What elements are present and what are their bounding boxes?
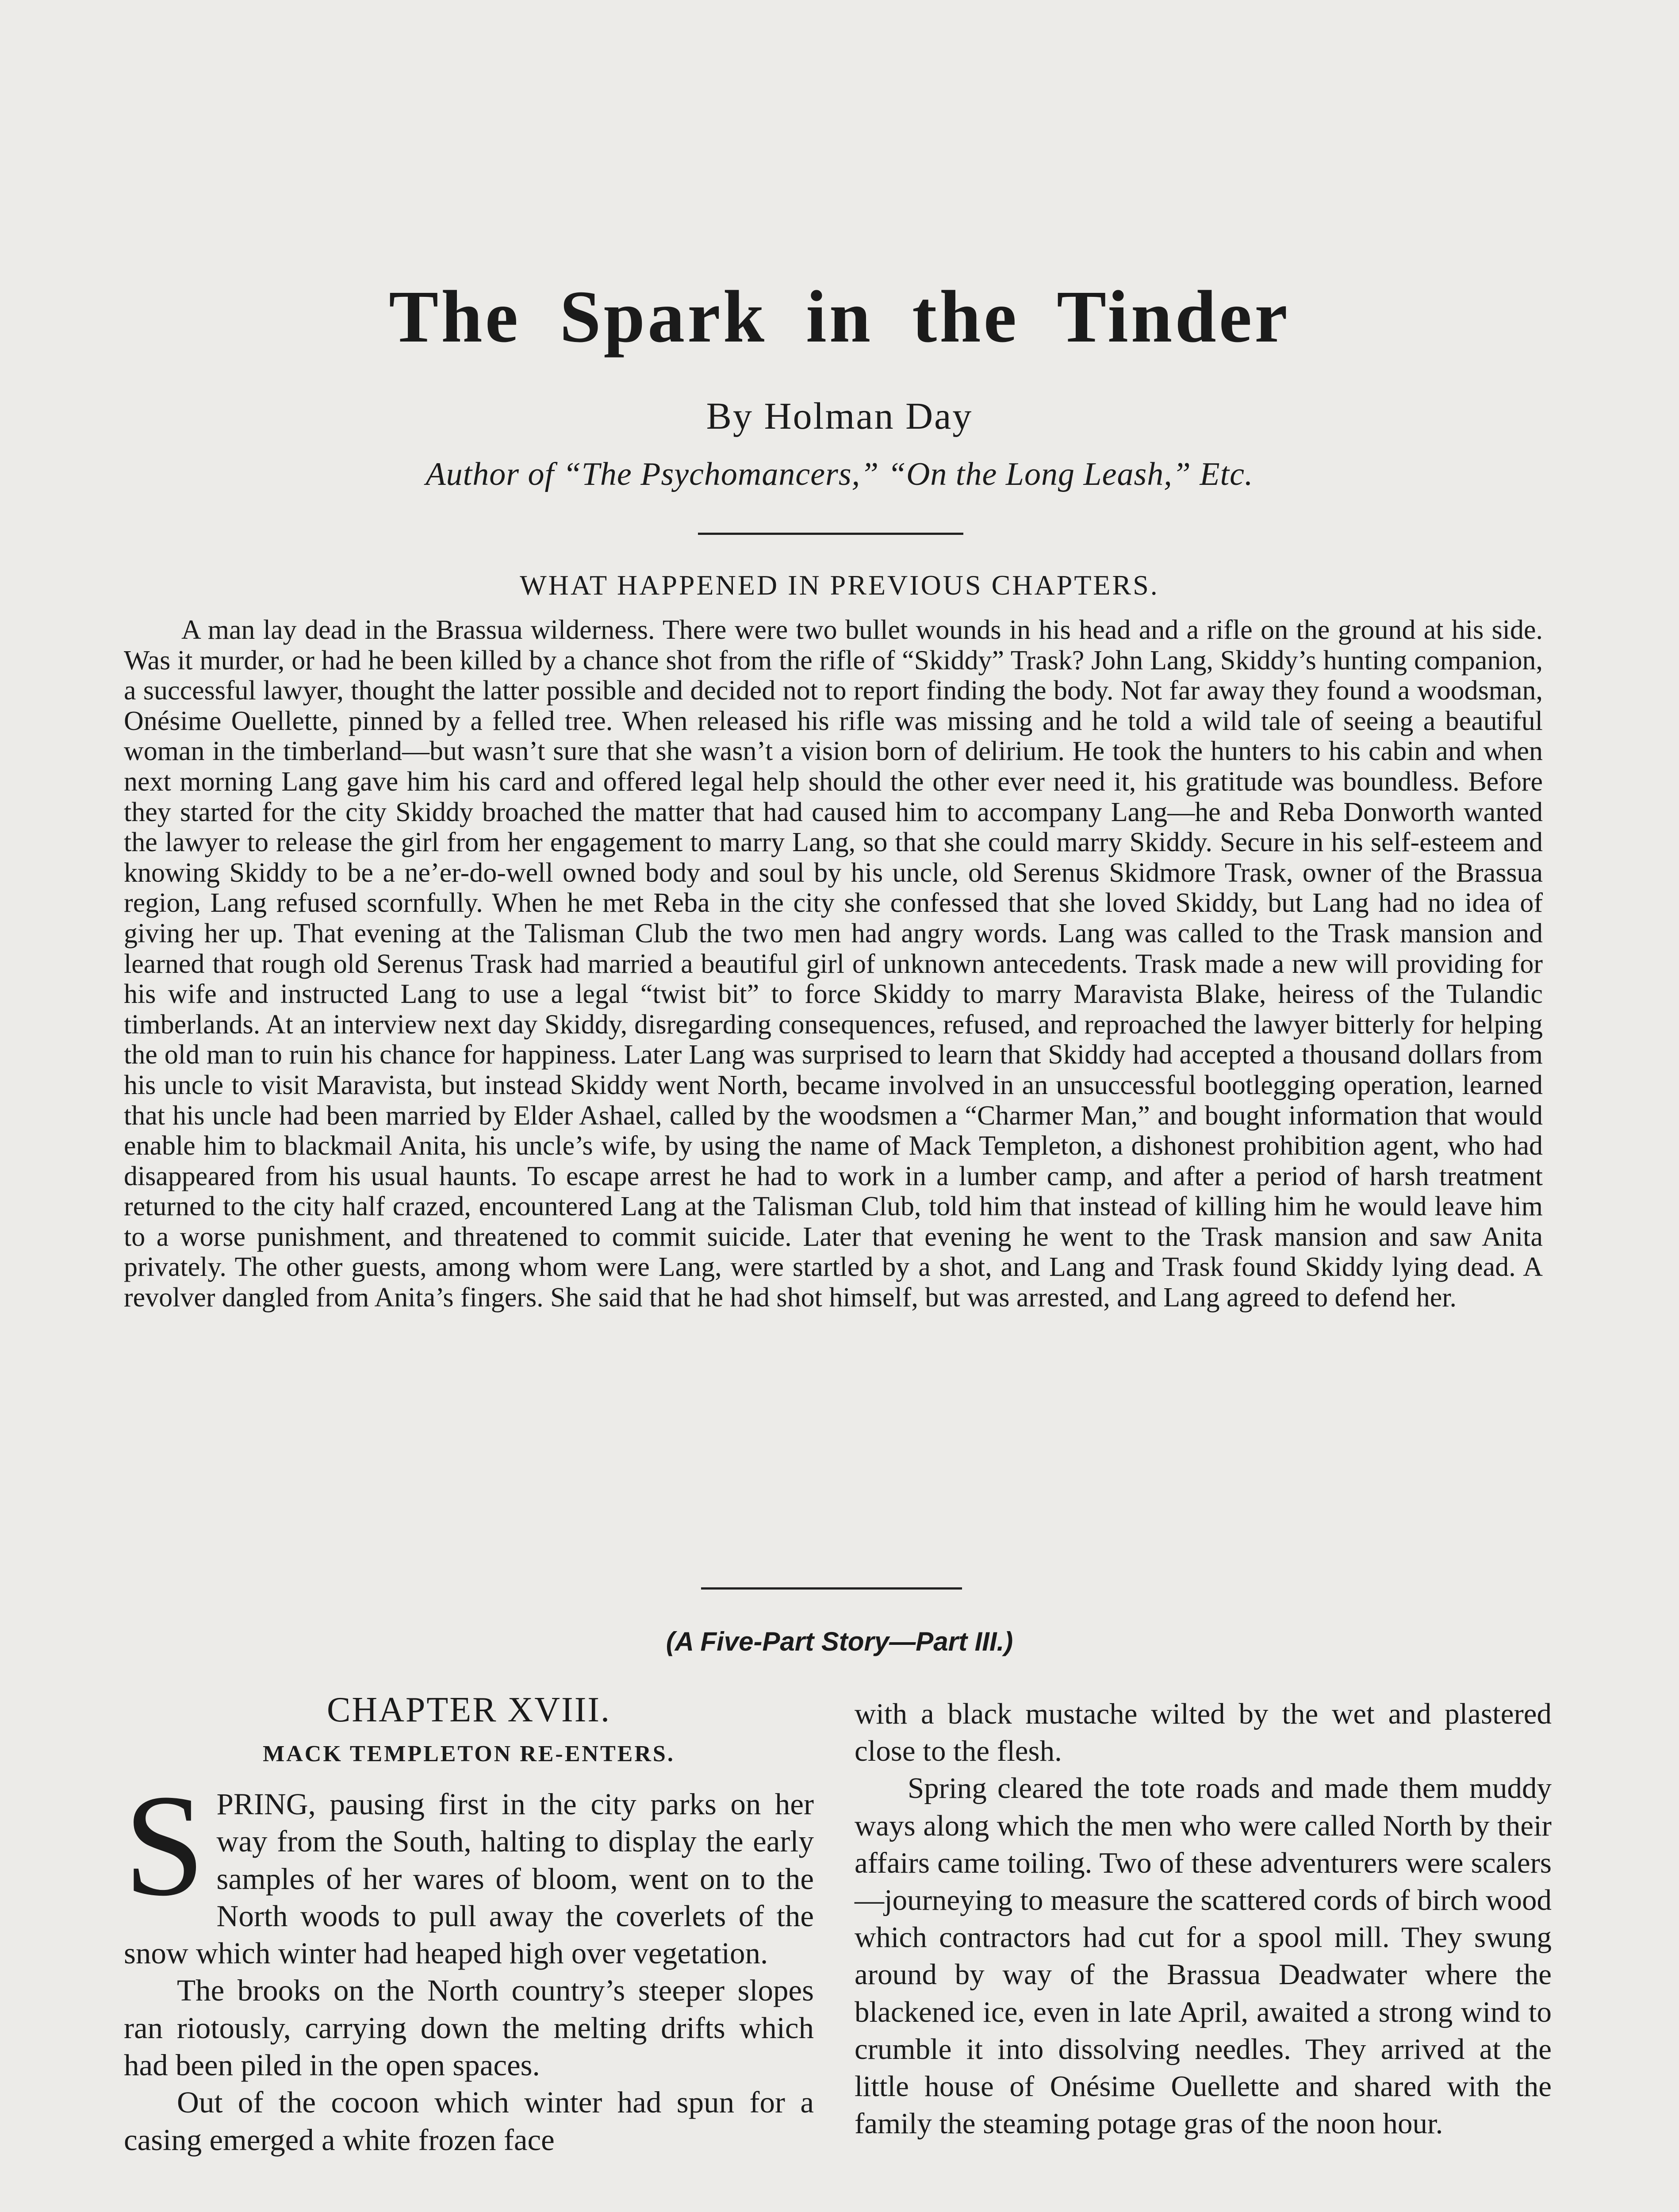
summary-divider xyxy=(701,1587,962,1590)
opening-paragraph-text: PRING, pausing first in the city parks on her way from the South, halting to display the early samples of her wares of bloom, went on to the North woods to pull away the coverlets of the snow which winter had heaped high over vegetation. xyxy=(124,1787,814,1970)
left-column xyxy=(124,1690,814,2158)
paragraph-cocoon-continued: with a black mustache wilted by the wet and plastered close to the flesh. xyxy=(855,1697,1552,1768)
title-divider xyxy=(698,533,963,535)
part-label: (A Five-Part Story—Part III.) xyxy=(666,1627,1013,1656)
paragraph-spring-roads: Spring cleared the tote roads and made them muddy ways along which the men who were called North by their affairs came toiling. Two of these adventurers were scalers—journeying to measure the scattered cords of birch wood which contractors had cut for a spool mill. They swung around by way of the Brassua Deadwater where the blackened ice, even in late April, awaited a strong wind to crumble it into dissolving needles. They arrived at the little house of Onésime Ouellette and shared with the family the steaming potage gras of the noon hour. xyxy=(855,1772,1552,2140)
summary-text: A man lay dead in the Brassua wilderness. There were two bullet wounds in his head and a rifle on the ground at his side. Was it murder, or had he been killed by a chance shot from the rifle of “Skiddy” Trask? John Lang, Skiddy’s hunting companion, a successful lawyer, thought the latter possible and decided not to report finding the body. Not far away they found a woodsman, Onésime Ouellette, pinned by a felled tree. When released his rifle was missing and he told a wild tale of seeing a beautiful woman in the timberland—but wasn’t sure that she wasn’t a vision born of delirium. He took the hunters to his cabin and when next morning Lang gave him his card and offered legal help should the other ever need it, his gratitude was boundless. Before they started for the city Skiddy broached the matter that had caused him to accompany Lang—he and Reba Donworth wanted the lawyer to release the girl from her engagement to marry Lang, so that she could marry Skiddy. Secure in his self-esteem and knowing Skiddy to be a ne’er-do-well owned body and soul by his uncle, old Serenus Skidmore Trask, owner of the Brassua region, Lang refused scornfully. When he met Reba in the city she confessed that she loved Skiddy, but Lang had no idea of giving her up. That evening at the Talisman Club the two men had angry words. Lang was called to the Trask mansion and learned that rough old Serenus Trask had married a beautiful girl of unknown antecedents. Trask made a new will providing for his wife and instructed Lang to use a legal “twist bit” to force Skiddy to marry Maravista Blake, heiress of the Tulandic timberlands. At an interview next day Skiddy, disregarding consequences, refused, and reproached the lawyer bitterly for helping the old man to ruin his chance for happiness. Later Lang was surprised to learn that Skiddy had accepted a thousand dollars from his uncle to visit Maravista, but instead Skiddy went North, became involved in an unsuccessful bootlegging operation, learned that his uncle had been married by Elder Ashael, called by the woodsmen a “Charmer Man,” and bought information that would enable him to blackmail Anita, his uncle’s wife, by using the name of Mack Templeton, a dishonest prohibition agent, who had disappeared from his usual haunts. To escape arrest he had to work in a lumber camp, and after a period of harsh treatment returned to the city half crazed, encountered Lang at the Talisman Club, told him that instead of killing him he would leave him to a worse punishment, and threatened to commit suicide. Later that evening he went to the Trask mansion and saw Anita privately. The other guests, among whom were Lang, were startled by a shot, and Lang and Trask found Skiddy lying dead. A revolver dangled from Anita’s fingers. She said that he had shot himself, but was arrested, and Lang agreed to defend her. xyxy=(124,615,1543,1313)
chapter-title: MACK TEMPLETON RE-ENTERS. xyxy=(263,1741,675,1767)
opening-paragraph xyxy=(124,1765,814,1972)
right-column xyxy=(855,1695,1552,2142)
drop-cap: S xyxy=(124,1765,205,1926)
chapter-number: CHAPTER XVIII. xyxy=(327,1690,611,1729)
byline: By Holman Day xyxy=(706,395,973,437)
paragraph-brooks: The brooks on the North country’s steeper slopes ran riotously, carrying down the melting drifts which had been piled in the open spaces. xyxy=(124,1974,814,2082)
story-title: The Spark in the Tinder xyxy=(389,276,1290,358)
summary-heading: WHAT HAPPENED IN PREVIOUS CHAPTERS. xyxy=(520,569,1159,601)
paragraph-cocoon: Out of the cocoon which winter had spun for a casing emerged a white frozen face xyxy=(124,2085,814,2157)
author-credits: Author of “The Psychomancers,” “On the Long Leash,” Etc. xyxy=(426,456,1254,492)
